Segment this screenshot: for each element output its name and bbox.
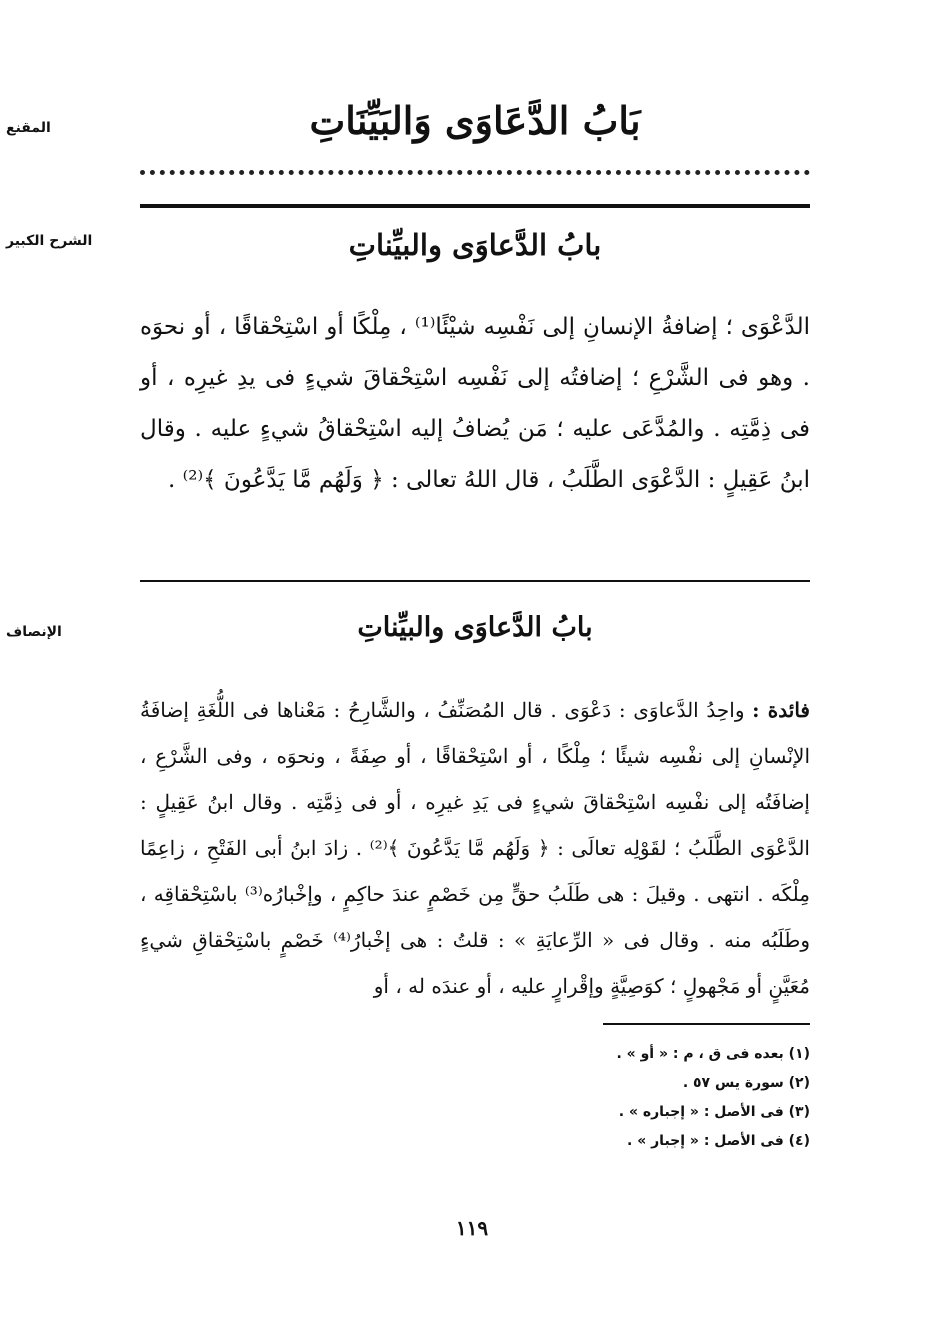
sharh-chapter-title: بابُ الدَّعاوَى والبيِّناتِ [348, 228, 602, 262]
footnote-item: (٢) سورة يس ٥٧ . [682, 1075, 810, 1091]
footnote-item: (٤) فى الأصل : « إجبار » . [627, 1133, 810, 1149]
side-label-sharh: الشرح الكبير [6, 233, 93, 249]
side-label-muqni: المقنع [6, 120, 51, 136]
footnote-item: (٣) فى الأصل : « إجباره » . [618, 1104, 810, 1120]
muqni-chapter-title: بَابُ الدَّعَاوَى وَالبَيِّنَاتِ [309, 98, 641, 143]
side-label-insaf: الإنصاف [6, 624, 62, 640]
footnote-item: (١) بعده فى ق ، م : « أو » . [616, 1046, 810, 1062]
section-rule [140, 580, 810, 582]
footnote-rule [603, 1023, 810, 1025]
insaf-chapter-title: بابُ الدَّعاوَى والبيِّناتِ [357, 612, 593, 643]
sharh-paragraph: الدَّعْوَى ؛ إضافةُ الإنسانِ إلى نَفْسِه شيْئًا⁽¹⁾ ، مِلْكًا أو اسْتِحْقاقًا ، أو نحوَه . وهو فى الشَّرْعِ ؛ إضافتُه إلى نَفْسِه اسْتِحْقاقَ شيءٍ فى يدِ غيرِه ، أو فى ذِمَّتِه . والمُدَّعَى عليه ؛ مَن يُضافُ إليه اسْتِحْقاقُ شيءٍ عليه . وقال ابنُ عَقِيلٍ : الدَّعْوَى الطَّلَبُ ، قال اللهُ تعالى : ﴿ وَلَهُم مَّا يَدَّعُونَ ﴾⁽²⁾ . [140, 314, 810, 493]
insaf-paragraph [140, 687, 810, 1009]
page-number: ١١٩ [455, 1216, 489, 1240]
dotted-separator [140, 170, 810, 175]
insaf-text: واحِدُ الدَّعاوَى : دَعْوَى . قال المُصَنِّفُ ، والشَّارِحُ : مَعْناها فى اللُّغَةِ إضافَةُ الإنْسانِ إلى نفْسِه شيئًا ؛ مِلْكًا ، أو اسْتِحْقاقًا ، أو صِفَةً ، ونحوَه ، وفى الشَّرْعِ ، إضافَتُه إلى نفْسِه اسْتِحْقاقَ شيءٍ فى يَدِ غيرِه ، أو فى ذِمَّتِه . وقال ابنُ عَقِيلٍ : الدَّعْوَى الطَّلَبُ ؛ لقَوْلِه تعالَى : ﴿ وَلَهُم مَّا يَدَّعُونَ ﴾⁽²⁾ . زادَ ابنُ أبى الفَتْحِ ، زاعِمًا مِلْكَه . انتهى . وقيلَ : هى طَلَبُ حقٍّ مِن خَصْمٍ عندَ حاكِمٍ ، وإخْبارُه⁽³⁾ باسْتِحْقاقِه ، وطَلَبُه منه . وقال فى « الرِّعايَةِ » : قلتُ : هى إخْبارُ⁽⁴⁾ خَصْمٍ باسْتِحْقاقِ شيءٍ مُعَيَّنٍ أو مَجْهولٍ ؛ كوَصِيَّةٍ وإقْرارٍ عليه ، أو عندَه له ، أو [140, 698, 810, 998]
footnotes [440, 1040, 810, 1156]
thick-rule [140, 204, 810, 208]
insaf-lead-word: فائدة : [752, 698, 810, 722]
